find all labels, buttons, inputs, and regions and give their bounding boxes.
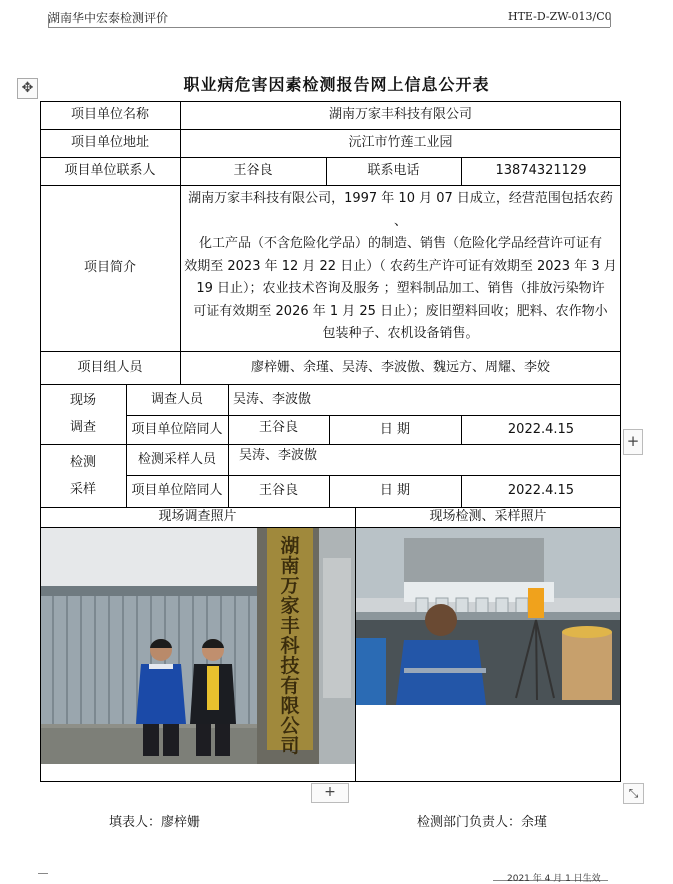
survey-date-value: 2022.4.15 (507, 421, 575, 437)
add-row-button[interactable]: + (311, 783, 349, 803)
footer-rule-left (38, 873, 48, 874)
header-company: 湖南华中宏泰检测评价 (48, 11, 169, 25)
effective-date: 2021 年 4 月 1 日生效 (507, 874, 601, 884)
phone-value: 13874321129 (495, 163, 587, 178)
move-icon: ✥ (21, 80, 34, 96)
table-resize-handle[interactable] (623, 783, 644, 804)
testing-escort-label: 项目单位陪同人 (131, 483, 223, 498)
survey-escort-label: 项目单位陪同人 (131, 421, 223, 437)
contact-label: 项目单位联系人 (64, 163, 156, 178)
header-rule (48, 27, 610, 28)
address-label: 项目单位地址 (70, 135, 149, 150)
intro-line: 效期至 2023 年 12 月 22 日止）（ 农药生产许可证有效期至 2023 年 3 月 (184, 258, 617, 274)
survey-label: 现场 调查 (69, 393, 96, 435)
company-sign: 湖 南 万 家 丰 科 技 有 限 公 司 (280, 535, 300, 757)
samplers-label: 检测采样人员 (137, 451, 216, 467)
intro-line: 可证有效期至 2026 年 1 月 25 日止）；废旧塑料回收；肥料、农作物小 (193, 303, 608, 319)
testing-escort-value: 王谷良 (258, 483, 298, 498)
contact-value: 王谷良 (233, 163, 273, 178)
survey-photo (41, 528, 355, 764)
intro-text (180, 188, 621, 346)
manager-signature: 检测部门负责人：余瑾 (417, 815, 548, 830)
add-column-button[interactable]: + (623, 429, 643, 455)
investigators-label: 调查人员 (150, 391, 203, 407)
page-title: 职业病危害因素检测报告网上信息公开表 (183, 75, 490, 94)
unit-name-value: 湖南万家丰科技有限公司 (328, 107, 472, 122)
testing-date-label: 日 期 (379, 483, 411, 498)
phone-label: 联系电话 (367, 163, 420, 178)
intro-line: 19 日止）；农业技术咨询及服务 ；塑料制品加工、销售（排放污染物许 (196, 281, 605, 296)
unit-name-label: 项目单位名称 (70, 107, 149, 122)
intro-line: 包装种子、农机设备销售。 (322, 326, 479, 341)
team-label: 项目组人员 (77, 359, 143, 375)
photo-survey-label: 现场调查照片 (158, 509, 237, 524)
photo-testing-label: 现场检测、采样照片 (429, 509, 547, 524)
intro-line: 湖南万家丰科技有限公司，1997 年 10 月 07 日成立，经营范围包括农药 、 (188, 191, 613, 229)
survey-date-label: 日 期 (379, 421, 411, 437)
samplers-value: 吴涛、李波傲 (239, 448, 318, 463)
info-table (40, 101, 621, 781)
address-value: 沅江市竹莲工业园 (348, 135, 453, 150)
testing-label: 检测 采样 (69, 454, 96, 497)
team-value: 廖梓姗、余瑾、吴涛、李波傲、魏远方、周耀、李姣 (250, 359, 550, 375)
testing-photo (356, 528, 620, 705)
header-tick-right (610, 14, 611, 27)
header-doc-code: HTE-D-ZW-013/C0 (508, 10, 612, 23)
header-tick-left (48, 14, 49, 27)
filler-signature: 填表人：廖梓姗 (109, 815, 201, 830)
resize-icon: ⤡ (628, 786, 639, 800)
testing-date-value: 2022.4.15 (507, 483, 575, 498)
intro-line: 化工产品（不含危险化学品）的制造、销售（危险化学品经营许可证有 (198, 236, 602, 251)
intro-label: 项目简介 (83, 260, 136, 275)
investigators-value: 吴涛、李波傲 (233, 391, 312, 407)
survey-escort-value: 王谷良 (258, 420, 298, 435)
